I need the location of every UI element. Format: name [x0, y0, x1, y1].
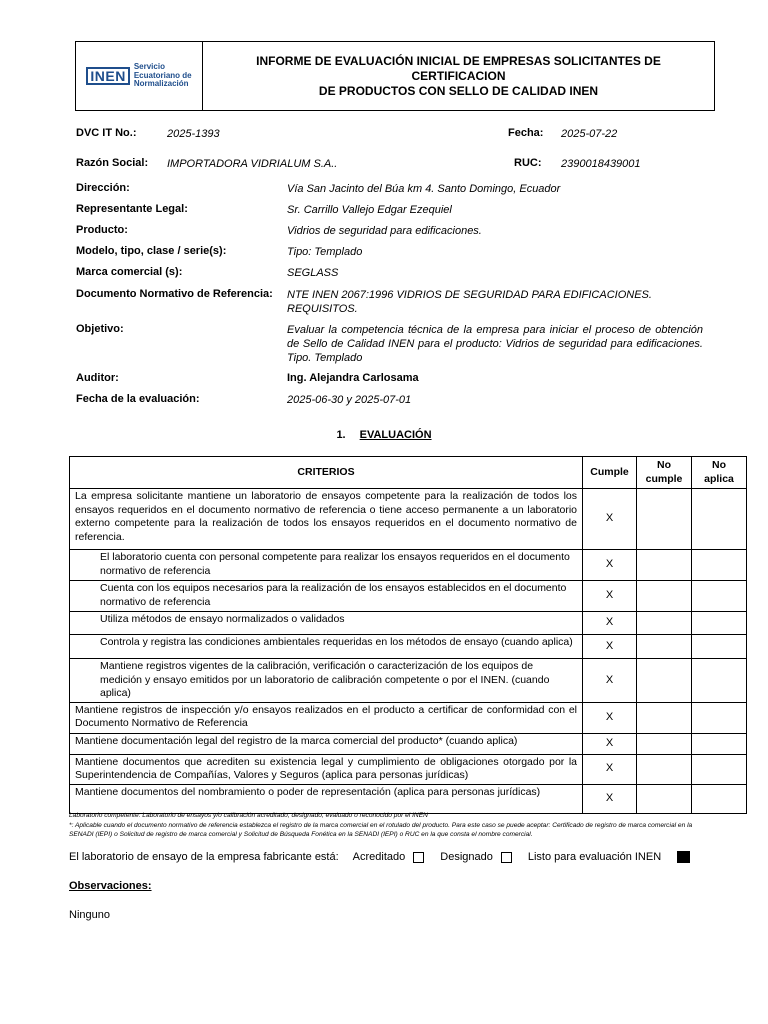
no-aplica-cell: [692, 550, 747, 581]
documento-label: Documento Normativo de Referencia:: [76, 288, 273, 300]
razon-social-label: Razón Social:: [76, 157, 149, 169]
listo-checkbox[interactable]: [677, 851, 690, 863]
criteria-table: [69, 456, 747, 814]
criterio-text: Mantiene documentos del nombramiento o poder de representación (aplica para personas jurídicas): [70, 784, 583, 813]
criterio-text: El laboratorio cuenta con personal competente para realizar los ensayos requeridos en el documento normativo de referencia: [70, 550, 583, 581]
observaciones-value: Ninguno: [69, 909, 110, 921]
table-header-row: [70, 457, 747, 489]
cumple-cell: X: [583, 754, 637, 784]
no-aplica-cell: [692, 659, 747, 703]
cumple-cell: X: [583, 612, 637, 635]
logo-line-1: Servicio: [133, 62, 165, 72]
section-heading: EVALUACIÓN: [359, 429, 432, 441]
objetivo-label: Objetivo:: [76, 323, 124, 335]
representante-label: Representante Legal:: [76, 203, 188, 215]
no-cumple-cell: [637, 612, 692, 635]
document-header: [75, 41, 715, 111]
no-cumple-cell: [637, 550, 692, 581]
no-cumple-cell: [637, 581, 692, 612]
criterio-text: Mantiene documentación legal del registro de la marca comercial del producto* (cuando aplica): [70, 733, 583, 754]
footnote-trademark: *: Aplicable cuando el documento normativo de referencia establezca el registro de la marca comercial en el rotulado del producto. Para este caso se puede aceptar: Certificado de registro de marca comercial en la SENADI (IEPI) o Solicitud de registro de marca comercial y Solicitud de Búsqueda Fonética en la SENADI (IEPI) o RUC en la que consta el nombre comercial.: [69, 822, 693, 838]
header-no-aplica: No aplica: [692, 457, 747, 489]
criterio-text: Utiliza métodos de ensayo normalizados o validados: [70, 612, 583, 635]
cumple-cell: X: [583, 659, 637, 703]
observaciones-label: Observaciones:: [69, 880, 152, 892]
dvc-label: DVC IT No.:: [76, 127, 137, 139]
listo-label: Listo para evaluación INEN: [527, 851, 662, 863]
fecha-label: Fecha:: [508, 127, 544, 139]
fecha-evaluacion-label: Fecha de la evaluación:: [76, 393, 200, 405]
table-row: [70, 754, 747, 784]
table-row: [70, 702, 747, 733]
dvc-value: 2025-1393: [167, 128, 220, 140]
documento-value-line-2: REQUISITOS.: [287, 303, 358, 315]
acreditado-checkbox[interactable]: [413, 852, 424, 863]
auditor-value: Ing. Alejandra Carlosama: [287, 372, 419, 384]
header-criterios: CRITERIOS: [70, 457, 583, 489]
table-row: [70, 635, 747, 659]
documento-value-line-1: NTE INEN 2067:1996 VIDRIOS DE SEGURIDAD PARA EDIFICACIONES.: [287, 289, 652, 301]
inen-logo: [86, 63, 191, 89]
cumple-cell: X: [583, 784, 637, 813]
no-cumple-cell: [637, 702, 692, 733]
objetivo-value: Evaluar la competencia técnica de la empresa para iniciar el proceso de obtención de Sello de Calidad INEN para el producto: Vidrios de seguridad para edificaciones. Tipo. Templado: [287, 324, 703, 364]
representante-value: Sr. Carrillo Vallejo Edgar Ezequiel: [287, 204, 452, 216]
direccion-value: Vía San Jacinto del Búa km 4. Santo Domingo, Ecuador: [287, 183, 561, 195]
cumple-cell: X: [583, 733, 637, 754]
acreditado-label: Acreditado: [352, 851, 406, 863]
logo-line-3: Normalización: [133, 79, 189, 89]
title-line-1: INFORME DE EVALUACIÓN INICIAL DE EMPRESAS SOLICITANTES DE CERTIFICACION: [256, 53, 661, 83]
designado-label: Designado: [440, 851, 493, 863]
producto-value: Vidrios de seguridad para edificaciones.: [287, 225, 482, 237]
no-aplica-cell: [692, 635, 747, 659]
criterio-text: La empresa solicitante mantiene un laboratorio de ensayos competente para la realización de todos los ensayos requeridos en el documento normativo de referencia o tiene acceso permanente a un laboratorio externo competente para la realización de todos los ensayos requeridos en el documento normativo de referencia.: [70, 489, 583, 550]
no-cumple-cell: [637, 754, 692, 784]
no-cumple-cell: [637, 784, 692, 813]
logo-cell: [76, 42, 203, 110]
cumple-cell: X: [583, 581, 637, 612]
marca-value: SEGLASS: [287, 267, 339, 279]
no-aplica-cell: [692, 784, 747, 813]
criterio-text: Mantiene registros vigentes de la calibración, verificación o caracterización de los equipos de medición y ensayo emitidos por un laboratorio de calibración competente o por el INEN. (cuando aplica): [70, 659, 583, 703]
table-row: [70, 550, 747, 581]
no-cumple-cell: [637, 489, 692, 550]
section-number: 1.: [336, 429, 346, 441]
modelo-value: Tipo: Templado: [287, 246, 363, 258]
auditor-label: Auditor:: [76, 372, 119, 384]
marca-label: Marca comercial (s):: [76, 266, 183, 278]
no-aplica-cell: [692, 702, 747, 733]
table-row: [70, 784, 747, 813]
no-aplica-cell: [692, 581, 747, 612]
no-aplica-cell: [692, 733, 747, 754]
document-title: [203, 42, 714, 110]
criterio-text: Controla y registra las condiciones ambientales requeridas en los métodos de ensayo (cuando aplica): [70, 635, 583, 659]
logo-text: [134, 63, 192, 89]
no-aplica-cell: [692, 489, 747, 550]
no-cumple-cell: [637, 635, 692, 659]
designado-checkbox[interactable]: [501, 852, 512, 863]
documento-value: [287, 288, 707, 316]
logo-line-2: Ecuatoriano de: [133, 70, 192, 80]
section-title: [0, 429, 768, 441]
fecha-evaluacion-value: 2025-06-30 y 2025-07-01: [287, 394, 412, 406]
table-row: [70, 659, 747, 703]
fecha-value: 2025-07-22: [561, 128, 618, 140]
criterio-text: Cuenta con los equipos necesarios para la realización de los ensayos establecidos en el documento normativo de referencia: [70, 581, 583, 612]
no-aplica-cell: [692, 612, 747, 635]
criterio-text: Mantiene registros de inspección y/o ensayos realizados en el producto a certificar de conformidad con el Documento Normativo de Referencia: [70, 702, 583, 733]
header-cumple: Cumple: [583, 457, 637, 489]
table-row: [70, 581, 747, 612]
ruc-label: RUC:: [514, 157, 542, 169]
table-row: [70, 733, 747, 754]
table-row: [70, 612, 747, 635]
lab-status-line: [69, 851, 690, 863]
footnote-competent-lab: Laboratorio competente: Laboratorio de ensayos y/o calibración acreditado, designado, evaluado o reconocido por el INEN: [69, 812, 428, 819]
criterio-text: Mantiene documentos que acrediten su existencia legal y cumplimiento de obligaciones otorgado por la Superintendencia de Compañías, Valores y Seguros (aplica para personas jurídicas): [70, 754, 583, 784]
title-line-2: DE PRODUCTOS CON SELLO DE CALIDAD INEN: [318, 83, 599, 98]
cumple-cell: X: [583, 635, 637, 659]
header-no-cumple: No cumple: [637, 457, 692, 489]
producto-label: Producto:: [76, 224, 128, 236]
ruc-value: 2390018439001: [561, 158, 641, 170]
logo-mark: INEN: [86, 67, 129, 85]
razon-social-value: IMPORTADORA VIDRIALUM S.A..: [167, 158, 338, 170]
cumple-cell: X: [583, 489, 637, 550]
no-cumple-cell: [637, 733, 692, 754]
table-row: [70, 489, 747, 550]
no-cumple-cell: [637, 659, 692, 703]
lab-status-prefix: El laboratorio de ensayo de la empresa fabricante está:: [69, 851, 339, 863]
direccion-label: Dirección:: [76, 182, 130, 194]
no-aplica-cell: [692, 754, 747, 784]
modelo-label: Modelo, tipo, clase / serie(s):: [76, 245, 227, 257]
cumple-cell: X: [583, 550, 637, 581]
cumple-cell: X: [583, 702, 637, 733]
